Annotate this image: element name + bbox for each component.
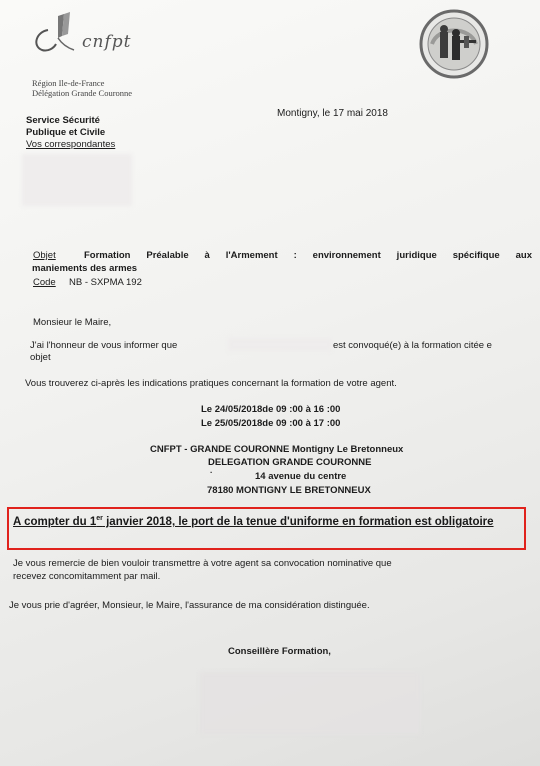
- redacted-contact-block: [22, 154, 132, 206]
- paragraph-3-line-1: Je vous remercie de bien vouloir transmettre à votre agent sa convocation nominative que: [13, 558, 392, 569]
- venue-line-4: 78180 MONTIGNY LE BRETONNEUX: [207, 485, 371, 496]
- objet-label: Objet: [33, 250, 56, 261]
- code-value: NB - SXPMA 192: [69, 277, 142, 288]
- signature-title: Conseillère Formation,: [228, 646, 331, 657]
- service-line-2: Publique et Civile: [26, 127, 106, 138]
- correspondents-label: Vos correspondantes: [26, 139, 116, 150]
- venue-line-3: 14 avenue du centre: [255, 471, 347, 482]
- venue-bullet: ·: [210, 468, 213, 477]
- paragraph-1-line-2: objet: [30, 352, 51, 363]
- venue-line-1: CNFPT - GRANDE COURONNE Montigny Le Bretonneux: [150, 444, 404, 455]
- redacted-signature: [200, 672, 420, 734]
- uniform-notice-part-2: janvier 2018, le port de la tenue d'uniforme en formation est obligatoire: [102, 516, 494, 528]
- paragraph-3-line-2: recevez concomitamment par mail.: [13, 571, 161, 582]
- uniform-notice-superscript: er: [96, 515, 103, 522]
- closing-formula: Je vous prie d'agréer, Monsieur, le Maire, l'assurance de ma considération distinguée.: [9, 600, 370, 611]
- salutation: Monsieur le Maire,: [33, 317, 112, 328]
- police-emblem-icon: [418, 8, 490, 80]
- paragraph-1-end: est convoqué(e) à la formation citée e: [333, 340, 492, 351]
- uniform-notice: [13, 511, 523, 530]
- delegation-name: Délégation Grande Couronne: [32, 88, 133, 98]
- logo-wordmark: cnfpt: [82, 32, 132, 52]
- uniform-notice-part-1: A compter du 1: [13, 516, 97, 528]
- objet-text-line-1: Formation Préalable à l'Armement : environnement juridique spécifique aux: [84, 250, 532, 261]
- paragraph-2: Vous trouverez ci-après les indications pratiques concernant la formation de votre agent.: [25, 378, 397, 389]
- objet-text-line-2: maniements des armes: [32, 263, 138, 274]
- session-date-1: Le 24/05/2018de 09 :00 à 16 :00: [201, 404, 341, 415]
- venue-line-2: DELEGATION GRANDE COURONNE: [208, 457, 372, 468]
- redacted-agent-name: [228, 338, 332, 351]
- code-label: Code: [33, 277, 56, 288]
- letter-date: Montigny, le 17 mai 2018: [277, 108, 388, 119]
- service-line-1: Service Sécurité: [26, 115, 100, 126]
- region-name: Région Ile-de-France: [32, 78, 105, 88]
- session-date-2: Le 25/05/2018de 09 :00 à 17 :00: [201, 418, 341, 429]
- paragraph-1-start: J'ai l'honneur de vous informer que: [30, 340, 178, 351]
